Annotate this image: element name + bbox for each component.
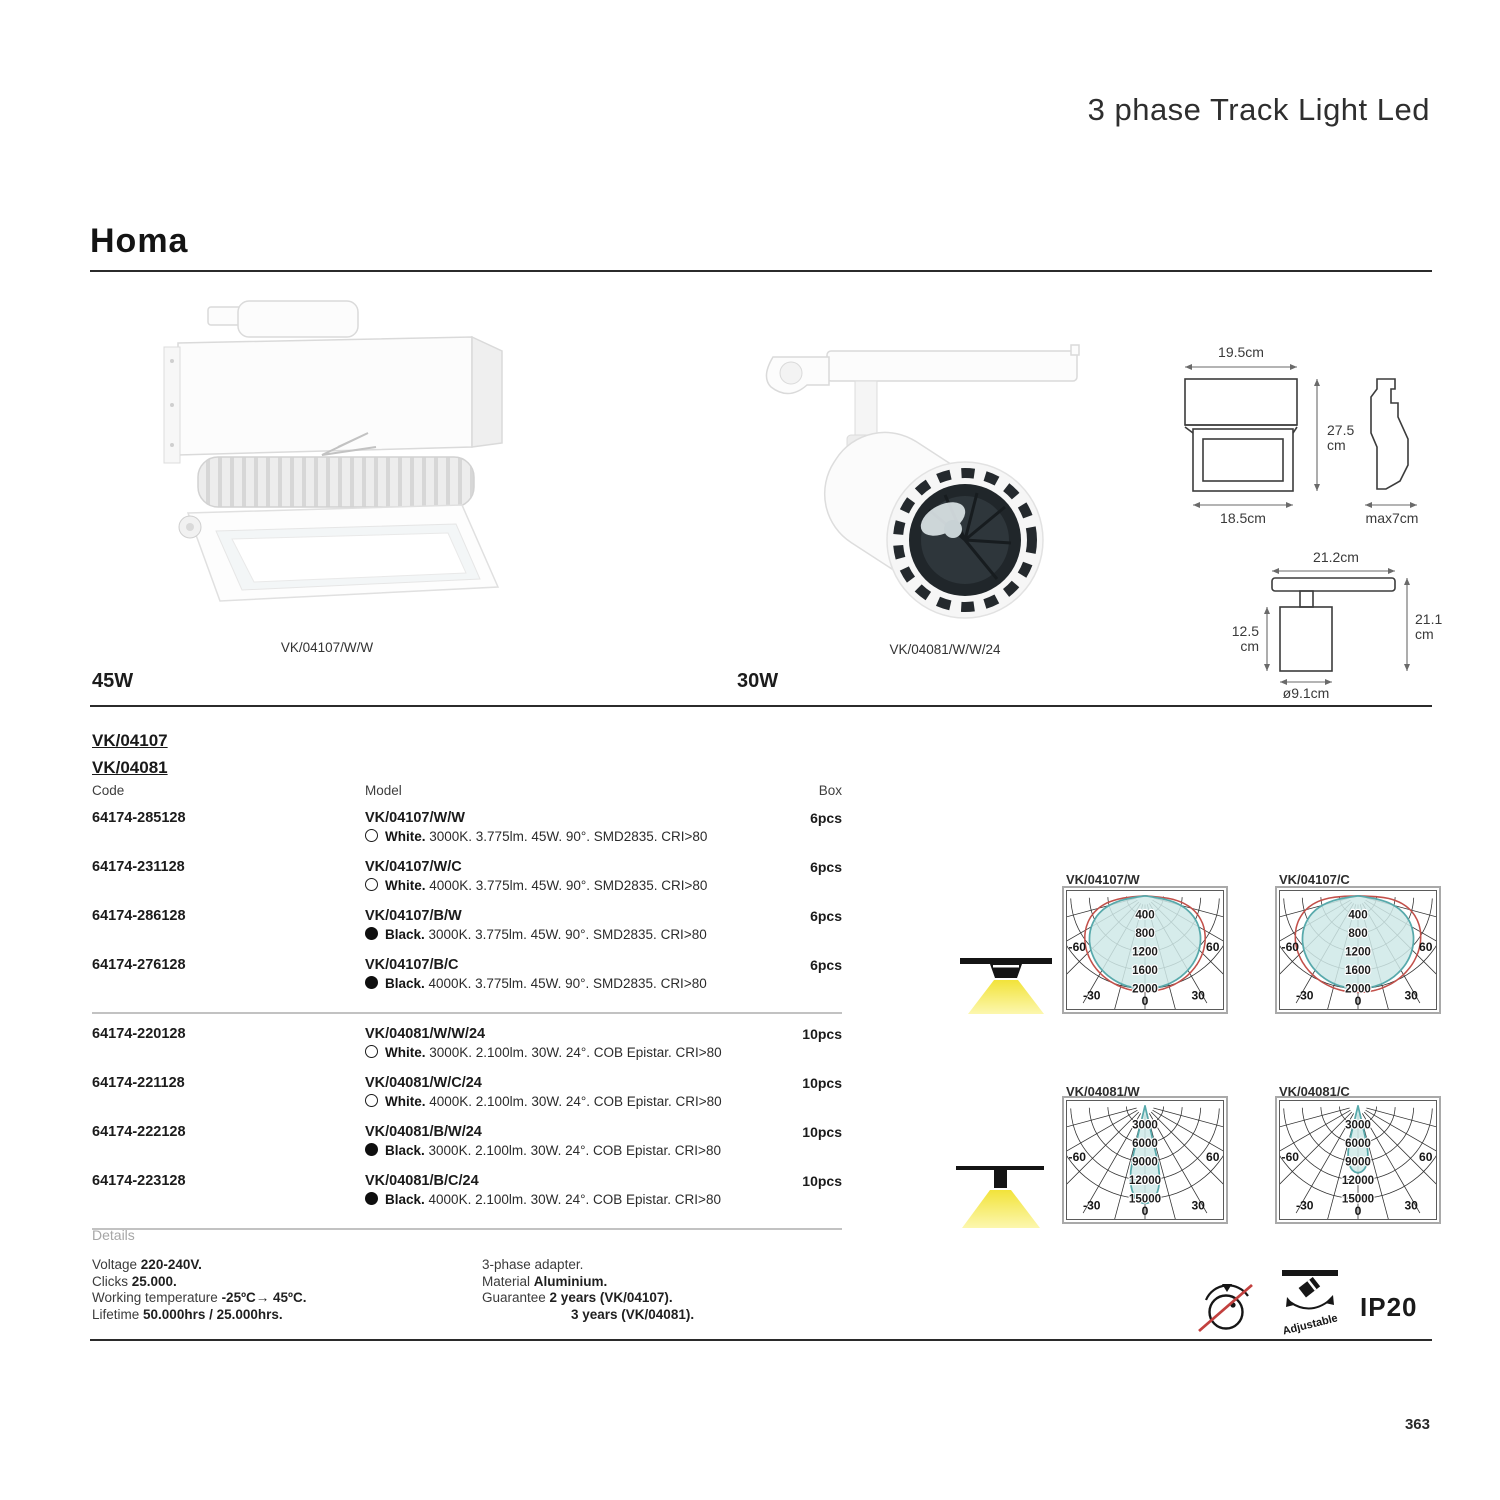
- page-title: 3 phase Track Light Led: [1087, 92, 1430, 127]
- product-code: 64174-276128: [92, 957, 186, 973]
- photometric-chart-vk04107c: [1279, 890, 1437, 1010]
- product-code: 64174-222128: [92, 1124, 186, 1140]
- product-photo-vk04081: [715, 335, 1105, 635]
- details-heading: Details: [92, 1227, 135, 1243]
- chart-label-vk04081w: VK/04081/W: [1066, 1084, 1140, 1099]
- photometric-chart-vk04081w: [1066, 1100, 1224, 1220]
- link-vk04081[interactable]: VK/04081: [92, 758, 168, 777]
- wall-washer-track-light-image: [150, 295, 570, 625]
- svg-text:-60: -60: [1068, 939, 1087, 954]
- wattage-vk04107: 45W: [92, 670, 134, 692]
- box-quantity: 10pcs: [802, 1124, 842, 1140]
- product-model: VK/04107/B/W: [365, 908, 462, 924]
- white-color-swatch: [365, 1094, 378, 1107]
- svg-text:-30: -30: [1296, 988, 1314, 1003]
- page-number: 363: [1404, 1416, 1430, 1433]
- detail-lifetime: Lifetime 50.000hrs / 25.000hrs.: [92, 1306, 283, 1322]
- product-model: VK/04107/W/C: [365, 859, 462, 875]
- product-description: Black. 4000K. 2.100lm. 30W. 24°. COB Epistar. CRI>80: [365, 1192, 842, 1207]
- svg-text:-30: -30: [1083, 988, 1101, 1003]
- box-quantity: 6pcs: [810, 908, 842, 924]
- product-model: VK/04107/B/C: [365, 957, 459, 973]
- dim-head-unit: cm: [1240, 638, 1259, 654]
- table-row: [92, 859, 842, 908]
- dim-total-unit: cm: [1415, 626, 1434, 642]
- dim-adapter-width: max7cm: [1365, 510, 1419, 526]
- photometric-chart-vk04081c: [1279, 1100, 1437, 1220]
- product-description: Black. 3000K. 3.775lm. 45W. 90°. SMD2835. CRI>80: [365, 927, 842, 942]
- svg-text:12000: 12000: [1341, 1173, 1375, 1187]
- detail-guarantee: Guarantee 2 years (VK/04107).: [482, 1290, 673, 1305]
- svg-text:3000: 3000: [1132, 1118, 1158, 1132]
- chart-label-vk04107c: VK/04107/C: [1279, 872, 1350, 887]
- table-header: [92, 783, 842, 798]
- wide-beam-track-light-icon: [958, 944, 1054, 1016]
- detail-guarantee-2: 3 years (VK/04081).: [571, 1306, 695, 1322]
- product-table: [92, 783, 842, 1242]
- table-row: [92, 1124, 842, 1173]
- detail-working-temperature: Working temperature -25ºC→ 45ºC.: [92, 1290, 307, 1305]
- photometric-chart-vk04107w: [1066, 890, 1224, 1010]
- product-code: 64174-286128: [92, 908, 186, 924]
- svg-text:60: 60: [1205, 1149, 1220, 1164]
- adjustable-icon: [1272, 1262, 1348, 1338]
- svg-text:-60: -60: [1281, 939, 1300, 954]
- spot-track-light-image: [715, 335, 1105, 635]
- svg-text:6000: 6000: [1132, 1136, 1158, 1150]
- svg-text:0: 0: [1354, 1204, 1362, 1219]
- product-description: Black. 3000K. 2.100lm. 30W. 24°. COB Epistar. CRI>80: [365, 1143, 842, 1158]
- svg-text:1600: 1600: [1345, 963, 1371, 977]
- details-right-column: [482, 1257, 694, 1323]
- svg-text:60: 60: [1418, 1149, 1433, 1164]
- dimension-diagram-side-view: [1160, 548, 1450, 708]
- white-color-swatch: [365, 878, 378, 891]
- svg-text:0: 0: [1354, 994, 1362, 1009]
- svg-text:2000: 2000: [1132, 982, 1158, 996]
- svg-text:2000: 2000: [1345, 982, 1371, 996]
- detail-voltage: Voltage 220-240V.: [92, 1257, 202, 1272]
- wattage-vk04081: 30W: [737, 670, 779, 692]
- column-header-code: Code: [92, 783, 125, 798]
- product-code: 64174-231128: [92, 859, 185, 875]
- product-code: 64174-223128: [92, 1173, 186, 1189]
- product-family-name: Homa: [90, 222, 189, 260]
- product-description: White. 4000K. 2.100lm. 30W. 24°. COB Epistar. CRI>80: [365, 1094, 842, 1109]
- details-left-column: [92, 1257, 482, 1323]
- product-code: 64174-220128: [92, 1026, 186, 1042]
- svg-text:9000: 9000: [1345, 1155, 1371, 1169]
- footer-rule: [90, 1339, 1432, 1341]
- table-row: [92, 1173, 842, 1222]
- svg-text:800: 800: [1348, 926, 1368, 940]
- dim-top-width: 19.5cm: [1218, 345, 1264, 360]
- product-description: Black. 4000K. 3.775lm. 45W. 90°. SMD2835. CRI>80: [365, 976, 842, 991]
- svg-text:0: 0: [1141, 994, 1149, 1009]
- section-rule: [90, 705, 1432, 707]
- box-quantity: 6pcs: [810, 859, 842, 875]
- svg-text:15000: 15000: [1128, 1192, 1162, 1206]
- dim-total-height: 21.1: [1415, 611, 1443, 627]
- dim-track-width: 21.2cm: [1313, 549, 1359, 565]
- link-vk04107[interactable]: VK/04107: [92, 731, 168, 750]
- table-row: [92, 957, 842, 1006]
- details-section: [92, 1227, 852, 1323]
- dim-diameter: ø9.1cm: [1282, 685, 1330, 701]
- svg-text:3000: 3000: [1345, 1118, 1371, 1132]
- black-color-swatch: [365, 976, 378, 989]
- box-quantity: 10pcs: [802, 1075, 842, 1091]
- dim-height: 27.5: [1327, 422, 1355, 438]
- dim-height-unit: cm: [1327, 437, 1346, 453]
- product-model: VK/04081/B/C/24: [365, 1173, 479, 1189]
- ip-rating-badge: IP20: [1360, 1292, 1418, 1322]
- product-model: VK/04081/W/C/24: [365, 1075, 482, 1091]
- chart-label-vk04107w: VK/04107/W: [1066, 872, 1140, 887]
- svg-text:-30: -30: [1083, 1198, 1101, 1213]
- svg-text:1200: 1200: [1345, 945, 1371, 959]
- svg-text:400: 400: [1135, 908, 1155, 922]
- svg-text:30: 30: [1404, 988, 1418, 1003]
- chart-label-vk04081c: VK/04081/C: [1279, 1084, 1350, 1099]
- svg-text:30: 30: [1191, 1198, 1205, 1213]
- dim-head-height: 12.5: [1231, 623, 1259, 639]
- svg-text:60: 60: [1418, 939, 1433, 954]
- detail-adapter: 3-phase adapter.: [482, 1257, 584, 1272]
- column-header-box: Box: [818, 783, 842, 798]
- narrow-beam-track-light-icon: [952, 1154, 1048, 1230]
- svg-text:-30: -30: [1296, 1198, 1314, 1213]
- svg-text:800: 800: [1135, 926, 1155, 940]
- box-quantity: 10pcs: [802, 1026, 842, 1042]
- adjustable-label: Adjustable: [1281, 1312, 1339, 1338]
- white-color-swatch: [365, 1045, 378, 1058]
- table-row: [92, 1026, 842, 1075]
- detail-clicks: Clicks 25.000.: [92, 1273, 177, 1289]
- product-photo-vk04107: [150, 295, 570, 625]
- svg-text:0: 0: [1141, 1204, 1149, 1219]
- box-quantity: 6pcs: [810, 957, 842, 973]
- dimension-diagram-front-view: [1165, 345, 1435, 535]
- svg-text:12000: 12000: [1128, 1173, 1162, 1187]
- svg-text:6000: 6000: [1345, 1136, 1371, 1150]
- svg-text:-60: -60: [1068, 1149, 1087, 1164]
- detail-material: Material Aluminium.: [482, 1273, 608, 1289]
- product-model: VK/04081/B/W/24: [365, 1124, 482, 1140]
- table-row: [92, 908, 842, 957]
- product-description: White. 4000K. 3.775lm. 45W. 90°. SMD2835. CRI>80: [365, 878, 842, 893]
- non-dimmable-icon: [1196, 1272, 1258, 1334]
- product-code: 64174-285128: [92, 810, 186, 826]
- table-row: [92, 1075, 842, 1124]
- svg-text:30: 30: [1404, 1198, 1418, 1213]
- black-color-swatch: [365, 1143, 378, 1156]
- table-row: [92, 810, 842, 859]
- model-links: [92, 727, 168, 781]
- photo-label-vk04081: VK/04081/W/W/24: [889, 642, 1001, 657]
- svg-text:30: 30: [1191, 988, 1205, 1003]
- dim-bottom-width: 18.5cm: [1220, 510, 1266, 526]
- column-header-model: Model: [365, 783, 402, 798]
- box-quantity: 10pcs: [802, 1173, 842, 1189]
- product-description: White. 3000K. 2.100lm. 30W. 24°. COB Epistar. CRI>80: [365, 1045, 842, 1060]
- black-color-swatch: [365, 927, 378, 940]
- product-description: White. 3000K. 3.775lm. 45W. 90°. SMD2835. CRI>80: [365, 829, 842, 844]
- product-model: VK/04107/W/W: [365, 810, 465, 826]
- svg-text:9000: 9000: [1132, 1155, 1158, 1169]
- svg-text:1600: 1600: [1132, 963, 1158, 977]
- svg-text:15000: 15000: [1341, 1192, 1375, 1206]
- product-table-body: [92, 810, 842, 1230]
- svg-text:1200: 1200: [1132, 945, 1158, 959]
- photo-label-vk04107: VK/04107/W/W: [280, 640, 374, 655]
- white-color-swatch: [365, 829, 378, 842]
- product-code: 64174-221128: [92, 1075, 185, 1091]
- svg-text:-60: -60: [1281, 1149, 1300, 1164]
- svg-text:60: 60: [1205, 939, 1220, 954]
- header-rule: [90, 270, 1432, 272]
- table-group-separator: [92, 1012, 842, 1014]
- svg-text:400: 400: [1348, 908, 1368, 922]
- black-color-swatch: [365, 1192, 378, 1205]
- box-quantity: 6pcs: [810, 810, 842, 826]
- product-model: VK/04081/W/W/24: [365, 1026, 486, 1042]
